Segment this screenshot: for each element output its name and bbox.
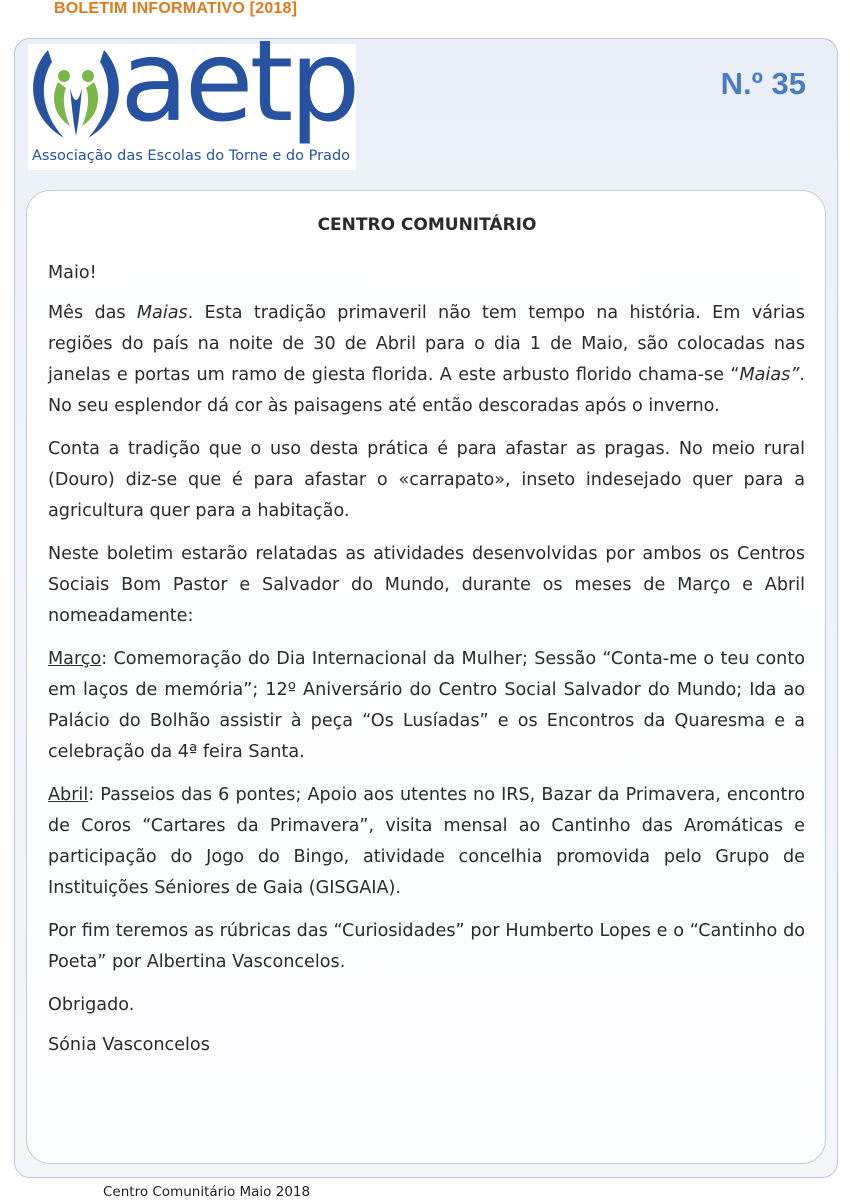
logo-wordmark: aetp: [120, 17, 357, 147]
greeting: Maio!: [48, 263, 97, 283]
issue-number: N.º 35: [720, 66, 806, 101]
paragraph-maias: [48, 298, 805, 422]
people-emblem-icon: [28, 44, 124, 148]
emphasis-maias-quoted: Maias”: [739, 365, 800, 385]
page-footer: Centro Comunitário Maio 2018: [103, 1184, 311, 1200]
emphasis-maias: Maias: [136, 303, 188, 323]
paragraph-april: [48, 780, 805, 904]
paragraph-rubrics: Por fim teremos as rúbricas das “Curiosidades” por Humberto Lopes e o “Cantinho do Poeta” por Albertina Vasconcelos.: [48, 921, 805, 972]
paragraph-march: [48, 644, 805, 768]
signature: Sónia Vasconcelos: [48, 1035, 210, 1055]
april-label: Abril: [48, 785, 89, 805]
thanks: Obrigado.: [48, 995, 135, 1015]
article-body: [48, 258, 805, 1073]
paragraph-activities-intro: Neste boletim estarão relatadas as atividades desenvolvidas por ambos os Centros Sociais Bom Pastor e Salvador do Mundo, durante os meses de Março e Abril nomeadamente:: [48, 544, 805, 626]
april-text: : Passeios das 6 pontes; Apoio aos utentes no IRS, Bazar da Primavera, encontro de Coros “Cartares da Primavera”, visita mensal ao Cantinho das Aromáticas e participação do Jogo do Bingo, atividade concelhia promovida pelo Grupo de Instituições Séniores de Gaia (GISGAIA).: [48, 785, 805, 898]
march-text: : Comemoração do Dia Internacional da Mulher; Sessão “Conta-me o teu conto em laços de memória”; 12º Aniversário do Centro Social Salvador do Mundo; Ida ao Palácio do Bolhão assistir à peça “Os Lusíadas” e os Encontros da Quaresma e a celebração da 4ª feira Santa.: [48, 649, 805, 762]
section-title: CENTRO COMUNITÁRIO: [317, 215, 537, 235]
logo-subtitle: Associação das Escolas do Torne e do Prado: [32, 148, 351, 164]
text-segment: Mês das: [48, 303, 137, 323]
paragraph-tradition: Conta a tradição que o uso desta prática é para afastar as pragas. No meio rural (Douro) diz-se que é para afastar o «carrapato», inseto indesejado quer para a agricultura quer para a habitação.: [48, 439, 805, 521]
newsletter-label: BOLETIM INFORMATIVO [2018]: [54, 0, 298, 17]
aetp-logo: [28, 17, 357, 170]
text-segment: . Esta tradição primaveril não tem tempo na história. Em várias regiões do país na noite de 30 de Abril para o dia 1 de Maio, são colocadas nas janelas e portas um ramo de giesta florida. A este arbusto florido chama-se “: [48, 303, 805, 385]
march-label: Março: [48, 649, 102, 669]
text-segment: . No seu esplendor dá cor às paisagens até então descoradas após o inverno.: [48, 365, 805, 416]
content-panel: [26, 190, 826, 1164]
